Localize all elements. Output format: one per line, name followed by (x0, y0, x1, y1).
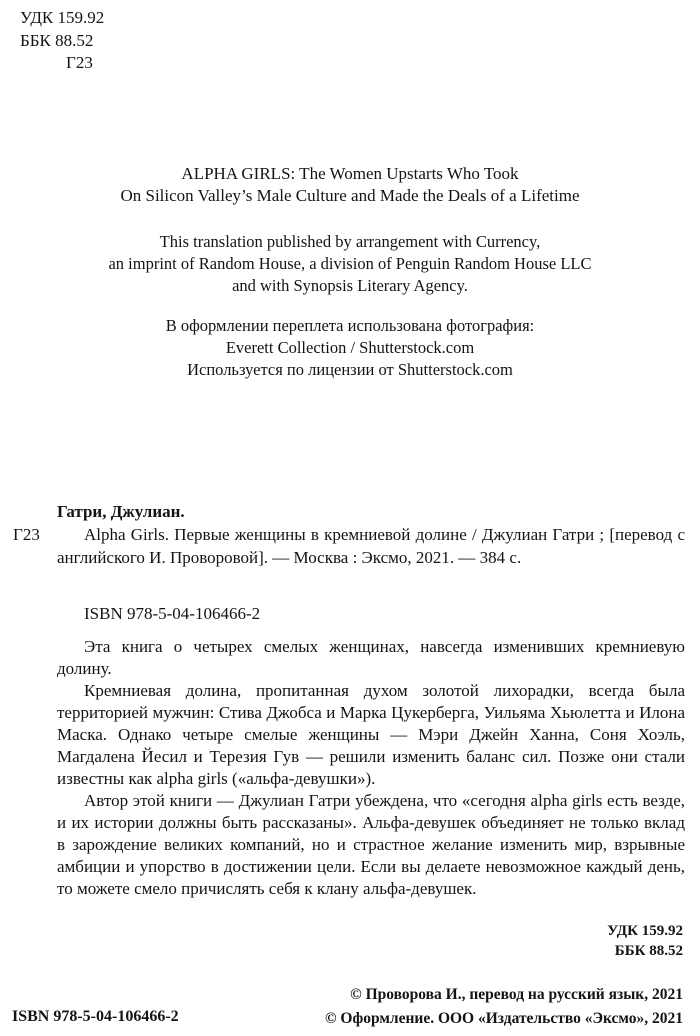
bbk-code-bottom: ББК 88.52 (614, 942, 683, 959)
original-title (0, 163, 700, 207)
copyright-notices (325, 983, 683, 1031)
udk-code-bottom: УДК 159.92 (607, 923, 683, 939)
original-title-line-2: On Silicon Valley’s Male Culture and Made the Deals of a Lifetime (120, 186, 580, 205)
cover-credit-line-1: В оформлении переплета использована фотография: (165, 316, 535, 335)
catalog-author-heading: Гатри, Джулиан. (57, 502, 185, 521)
annotation-paragraph-1: Эта книга о четырех смелых женщинах, навсегда изменивших кремниевую долину. (57, 637, 685, 678)
udk-code-top: УДК 159.92 (20, 8, 105, 27)
author-sign-catalog: Г23 (13, 525, 40, 544)
bbk-code-top: ББК 88.52 (20, 30, 94, 50)
catalog-description: Alpha Girls. Первые женщины в кремниевой долине / Джулиан Гатри ; [перевод с английского И. Проворовой]. — Москва : Эксмо, 2021. — 384 с. (57, 525, 685, 567)
cover-credit-line-2: Everett Collection / Shutterstock.com (225, 338, 475, 357)
top-classification-codes (20, 7, 104, 75)
isbn-catalog: ISBN 978-5-04-106466-2 (84, 604, 261, 623)
rights-notice-line-2: an imprint of Random House, a division of Penguin Random House LLC (108, 254, 592, 273)
bottom-classification-codes (607, 922, 683, 961)
annotation (57, 636, 685, 900)
translation-rights-notice (0, 231, 700, 297)
cover-photo-credit (0, 315, 700, 381)
rights-notice-line-1: This translation published by arrangement with Currency, (159, 232, 541, 251)
original-title-line-1: ALPHA GIRLS: The Women Upstarts Who Took (181, 164, 519, 183)
copyright-publisher: © Оформление. ООО «Издательство «Эксмо», 2021 (324, 1010, 683, 1027)
copyright-translation: © Проворова И., перевод на русский язык, 2021 (350, 986, 683, 1003)
cover-credit-line-3: Используется по лицензии от Shutterstock.com (187, 360, 513, 379)
isbn-footer: ISBN 978-5-04-106466-2 (12, 1008, 179, 1025)
annotation-paragraph-3: Автор этой книги — Джулиан Гатри убеждена, что «сегодня alpha girls есть везде, и их истории должны быть рассказаны». Альфа-девушек объединяет не только вклад в зарождение великих компаний, но и страстное желание изменить мир, взрывные амбиции и упорство в достижении цели. Если вы делаете невозможное каждый день, то можете смело причислять себя к клану альфа-девушек. (57, 791, 685, 898)
rights-notice-line-3: and with Synopsis Literary Agency. (232, 276, 468, 295)
annotation-paragraph-2: Кремниевая долина, пропитанная духом золотой лихорадки, всегда была территорией мужчин: Стива Джобса и Марка Цукерберга, Уильяма Хьюлетта и Илона Маска. Однако четыре смелые женщины — Мэри Джейн Ханна, Соня Хоэль, Магдалена Йесил и Терезия Гув — решили изменить баланс сил. Позже они стали известны как alpha girls («альфа-девушки»). (57, 681, 685, 788)
catalog-entry (13, 523, 685, 569)
author-sign-top: Г23 (66, 53, 93, 72)
